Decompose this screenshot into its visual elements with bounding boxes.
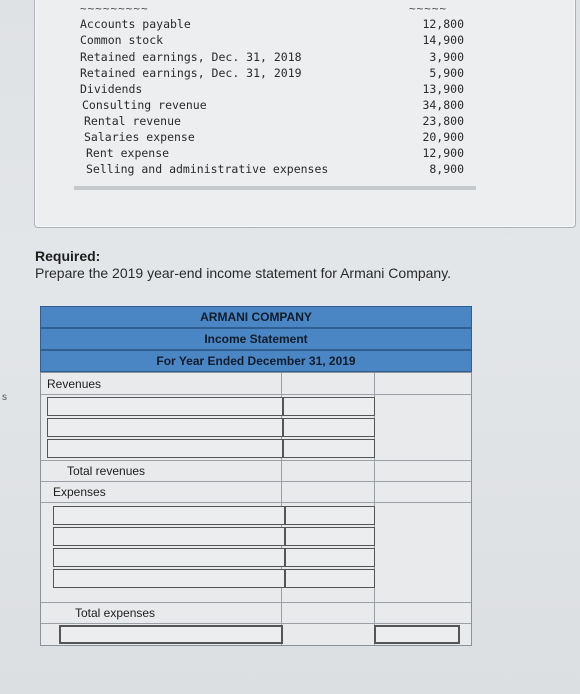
- account-row: [80, 98, 464, 114]
- row-divider: [41, 481, 471, 482]
- side-marker: s: [2, 392, 7, 403]
- revenue-account-select[interactable]: [47, 439, 283, 458]
- income-statement-form: [40, 306, 472, 646]
- revenues-label: Revenues: [47, 377, 102, 391]
- account-amount: 12,800: [422, 17, 464, 31]
- account-amount: 3,900: [429, 50, 464, 64]
- account-row: [80, 162, 464, 178]
- revenue-account-select[interactable]: [47, 397, 283, 416]
- account-row: [80, 130, 464, 146]
- account-amount: 8,900: [429, 162, 464, 176]
- account-amount: 13,900: [422, 82, 464, 96]
- cut-off-text: ~~~~~~~~~: [80, 2, 149, 15]
- statement-period-header: [40, 350, 472, 372]
- cut-off-amount: ~~~~~: [409, 2, 448, 15]
- account-amount: 20,900: [422, 130, 464, 144]
- expense-amount-input[interactable]: [285, 569, 375, 588]
- row-divider: [41, 394, 471, 395]
- expense-account-select[interactable]: [53, 506, 285, 525]
- revenue-account-select[interactable]: [47, 418, 283, 437]
- revenue-amount-input[interactable]: [283, 418, 375, 437]
- expense-amount-input[interactable]: [285, 548, 375, 567]
- total-revenues-label: Total revenues: [67, 464, 146, 478]
- account-name: Rent expense: [86, 146, 170, 160]
- account-amount: 14,900: [422, 33, 464, 47]
- expense-account-select[interactable]: [53, 548, 285, 567]
- net-income-amount-input[interactable]: [374, 625, 460, 644]
- company-name: ARMANI COMPANY: [200, 310, 312, 324]
- account-name: Retained earnings, Dec. 31, 2019: [80, 66, 302, 80]
- row-divider: [41, 502, 471, 503]
- account-amount: 5,900: [429, 66, 464, 80]
- account-amount: 34,800: [422, 98, 464, 112]
- expenses-label: Expenses: [53, 485, 106, 499]
- account-name: Selling and administrative expenses: [86, 162, 329, 176]
- expense-amount-input[interactable]: [285, 506, 375, 525]
- account-row: [80, 146, 464, 162]
- statement-grid: [40, 372, 472, 646]
- account-amount: 23,800: [422, 114, 464, 128]
- required-heading: Required:: [35, 248, 101, 264]
- account-name: Common stock: [80, 33, 164, 47]
- statement-title-header: [40, 328, 472, 350]
- account-row: [80, 50, 464, 66]
- account-name: Accounts payable: [80, 17, 191, 31]
- account-name: Rental revenue: [84, 114, 181, 128]
- account-row: [80, 66, 464, 82]
- account-row: [80, 17, 464, 33]
- account-row: [80, 82, 464, 98]
- revenue-amount-input[interactable]: [283, 397, 375, 416]
- required-instructions: Prepare the 2019 year-end income statement for Armani Company.: [35, 265, 452, 281]
- row-divider: [41, 460, 471, 461]
- account-name: Dividends: [80, 82, 143, 96]
- statement-company-header: [40, 306, 472, 328]
- expense-amount-input[interactable]: [285, 527, 375, 546]
- total-expenses-label: Total expenses: [75, 606, 156, 620]
- account-amount: 12,900: [422, 146, 464, 160]
- expense-account-select[interactable]: [53, 527, 285, 546]
- account-name: Retained earnings, Dec. 31, 2018: [80, 50, 302, 64]
- net-income-select[interactable]: [59, 625, 283, 644]
- statement-title: Income Statement: [204, 332, 308, 346]
- statement-period: For Year Ended December 31, 2019: [156, 354, 356, 368]
- account-row: [80, 114, 464, 130]
- expense-account-select[interactable]: [53, 569, 285, 588]
- row-divider: [41, 623, 471, 624]
- revenue-amount-input[interactable]: [283, 439, 375, 458]
- account-row: [80, 33, 464, 49]
- account-name: Consulting revenue: [82, 98, 207, 112]
- account-name: Salaries expense: [84, 130, 195, 144]
- row-divider: [41, 602, 471, 603]
